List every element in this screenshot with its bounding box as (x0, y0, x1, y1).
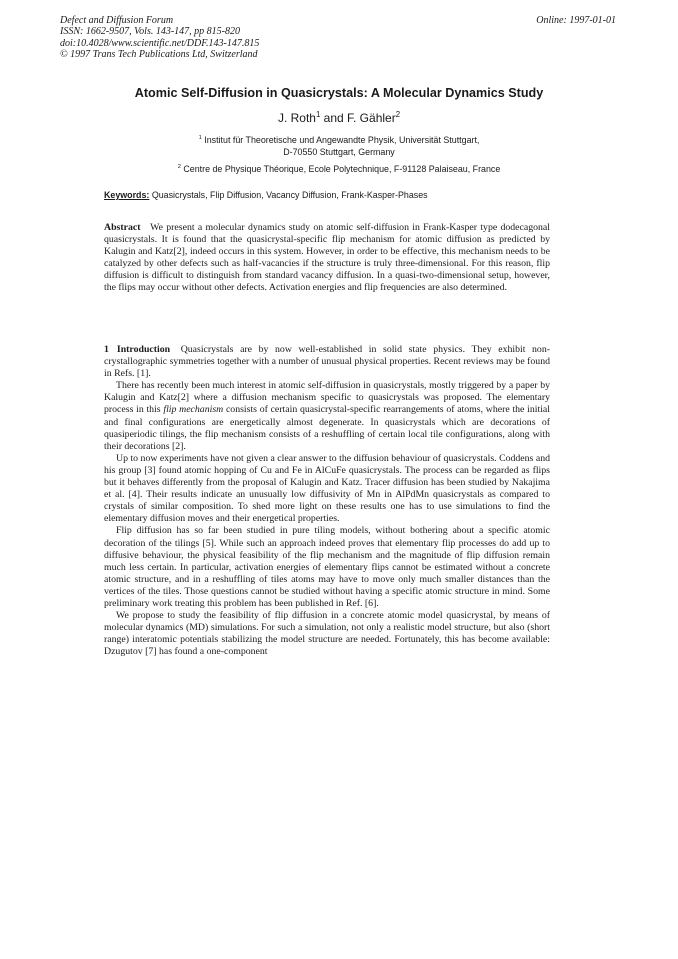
keywords-text: Quasicrystals, Flip Diffusion, Vacancy Diffusion, Frank-Kasper-Phases (151, 190, 428, 200)
affiliation-1-line-1: Institut für Theoretische und Angewandte Physik, Universität Stuttgart, (204, 135, 480, 145)
introduction-section (104, 344, 550, 658)
intro-paragraph-3: Up to now experiments have not given a clear answer to the diffusion behaviour of quasicrystals. Coddens and his group [3] found atomic hopping of Cu and Fe in AlCuFe quasicrystals. The process can be regarded as flips but it behaves differently from the proposal of Kalugin and Katz. Tracer diffusion has been studied by Nakajima et al. [4]. Their results indicate an unusually low diffusivity of Mn in AlPdMn quasicrystals as compared to crystals of similar composition. To shed more light on these results one has to use simulations to find the elementary diffusion moves and their energetical properties. (104, 452, 550, 525)
intro-paragraph-1 (104, 344, 550, 380)
affiliation-1 (0, 135, 678, 158)
paper-title: Atomic Self-Diffusion in Quasicrystals: A Molecular Dynamics Study (134, 86, 544, 100)
issn-line: ISSN: 1662-9507, Vols. 143-147, pp 815-820 (60, 26, 240, 38)
abstract-section (104, 222, 550, 295)
section-title: Introduction (116, 344, 171, 355)
affiliation-1-line-2: D-70550 Stuttgart, Germany (283, 146, 395, 157)
section-number: 1 (104, 344, 109, 355)
intro-p2-text-a: There has recently been much interest in atomic self-diffusion in quasicrystals, mostly triggered by a paper by Kalugin and Katz[2] where a diffusion mechanism specific to quasicrystals was proposed. The elementary process in this (104, 380, 550, 416)
author-roth: J. Roth (277, 111, 316, 125)
author-gahler: F. Gähler (347, 111, 396, 125)
intro-paragraph-4: Flip diffusion has so far been studied in pure tiling models, without bothering about a specific atomic decoration of the tilings [5]. While such an approach indeed proves that elementary flip processes do add up to diffusive behaviour, the physical feasibility of the flip mechanism and the magnitude of flip diffusion remain much less certain. In particular, activation energies of elementary flips cannot be estimated without a concrete atomic structure, and in a reshuffling of tiles atoms may have to move only much smaller distances than the vertices of the tiles. Those questions cannot be studied without having a specific atomic structure in mind. Some preliminary work treating this problem has been published in Ref. [6]. (104, 525, 550, 609)
online-date: Online: 1997-01-01 (536, 15, 616, 26)
copyright-line: © 1997 Trans Tech Publications Ltd, Switzerland (60, 48, 258, 60)
abstract-label: Abstract (104, 222, 141, 233)
author-gahler-affil-mark: 2 (395, 110, 401, 119)
doi-line: doi:10.4028/www.scientific.net/DDF.143-147.815 (60, 37, 260, 49)
intro-p2-text-b: consists of certain quasicrystal-specific rearrangements of atoms, where the initial and final configurations are energetically almost degenerate. In quasicrystals which are decorations of quasiperiodic tilings, the flip mechanism consists of a reshuffling of certain local tile configurations, along with their decorations [2]. (104, 404, 550, 452)
affiliation-1-mark: 1 (198, 135, 202, 142)
flip-mechanism-emphasis: flip mechanism (163, 404, 224, 416)
affiliation-2-mark: 2 (177, 164, 181, 171)
author-conjunction: and (323, 111, 344, 125)
affiliation-2 (0, 164, 678, 176)
intro-paragraph-5: We propose to study the feasibility of flip diffusion in a concrete atomic model quasicrystal, by means of molecular dynamics (MD) simulations. For such a simulation, not only a realistic model structure, but also (short range) interatomic potentials stabilizing the model structure are needed. Fortunately, this has become available: Dzugutov [7] has found a one-component (104, 610, 550, 658)
intro-paragraph-2 (104, 380, 550, 453)
journal-header (60, 15, 259, 60)
keywords-label: Keywords: (104, 190, 150, 200)
author-roth-affil-mark: 1 (315, 110, 321, 119)
journal-name: Defect and Diffusion Forum (60, 15, 174, 26)
affiliation-2-line-1: Centre de Physique Théorique, Ecole Polytechnique, F-91128 Palaiseau, France (183, 164, 501, 174)
keywords-line (104, 189, 428, 201)
author-line (0, 111, 678, 125)
abstract-text: We present a molecular dynamics study on atomic self-diffusion in Frank-Kasper type dodecagonal quasicrystals. It is found that the quasicrystal-specific flip mechanism for atomic diffusion as predicted by Kalugin and Katz[2], indeed occurs in this system. However, in order to be effective, this mechanism needs to be catalyzed by other defects such as half-vacancies if the structure is truly three-dimensional. For this reason, flip diffusion is difficult to distinguish from standard vacancy diffusion. In a quasi-two-dimensional setup, however, the flips may occur without other defects. Activation energies and flip frequencies are also determined. (104, 222, 550, 294)
intro-p1-text: Quasicrystals are by now well-established in solid state physics. They exhibit non-crystallographic symmetries together with a number of unusual physical properties. Recent reviews may be found in Refs. [1]. (104, 344, 550, 380)
